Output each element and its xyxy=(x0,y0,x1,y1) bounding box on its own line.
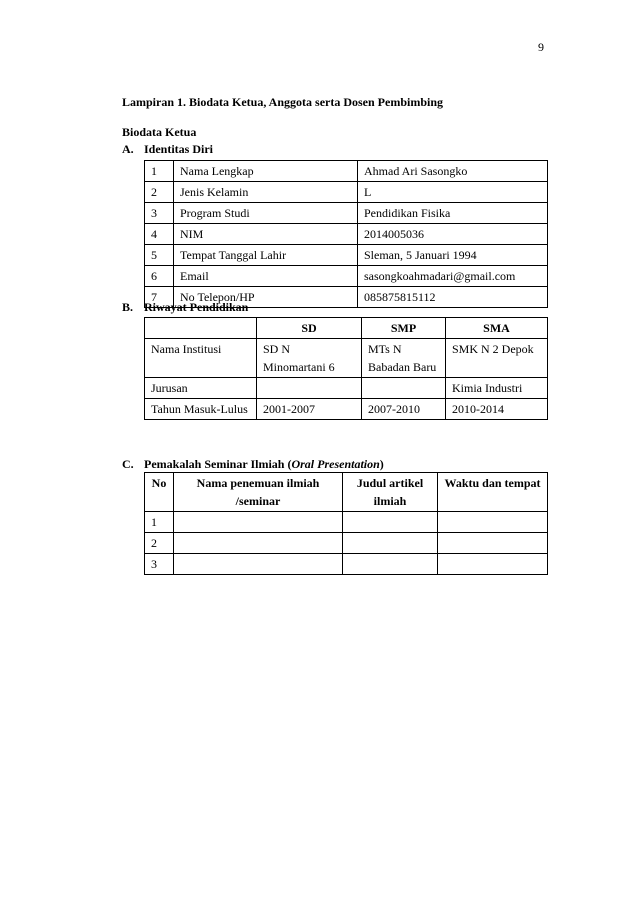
table-row xyxy=(145,399,548,420)
table-row xyxy=(145,339,548,378)
table-header-row xyxy=(145,473,548,512)
section-c-title-italic: Oral Presentation xyxy=(291,457,380,471)
row-number: 3 xyxy=(145,203,174,224)
table-cell: Jurusan xyxy=(145,378,257,399)
table-header-row xyxy=(145,318,548,339)
row-number: 5 xyxy=(145,245,174,266)
table-cell xyxy=(343,512,438,533)
section-b-letter: B. xyxy=(122,300,134,314)
table-cell: SMK N 2 Depok xyxy=(446,339,548,378)
table-cell: 2 xyxy=(145,533,174,554)
column-header: SD xyxy=(257,318,362,339)
column-header: Judul artikel ilmiah xyxy=(343,473,438,512)
table-row xyxy=(145,266,548,287)
table-cell xyxy=(362,378,446,399)
section-b-title: Riwayat Pendidikan xyxy=(144,300,249,314)
field-value: Sleman, 5 Januari 1994 xyxy=(358,245,548,266)
table-cell: 2010-2014 xyxy=(446,399,548,420)
table-cell: MTs N Babadan Baru xyxy=(362,339,446,378)
table-row xyxy=(145,378,548,399)
row-number: 1 xyxy=(145,161,174,182)
column-header: Waktu dan tempat xyxy=(438,473,548,512)
table-cell: Tahun Masuk-Lulus xyxy=(145,399,257,420)
field-label: Program Studi xyxy=(174,203,358,224)
table-row xyxy=(145,224,548,245)
field-label: Email xyxy=(174,266,358,287)
education-table xyxy=(144,317,548,420)
table-cell xyxy=(174,554,343,575)
field-value: 085875815112 xyxy=(358,287,548,308)
page-number: 9 xyxy=(538,40,544,54)
field-label: No Telepon/HP xyxy=(174,287,358,308)
section-c-title-prefix: Pemakalah Seminar Ilmiah ( xyxy=(144,457,292,471)
table-cell xyxy=(438,512,548,533)
table-cell xyxy=(257,378,362,399)
table-cell xyxy=(438,554,548,575)
section-c-letter: C. xyxy=(122,457,134,471)
field-value: L xyxy=(358,182,548,203)
row-number: 2 xyxy=(145,182,174,203)
table-cell xyxy=(174,533,343,554)
field-label: Nama Lengkap xyxy=(174,161,358,182)
row-number: 4 xyxy=(145,224,174,245)
table-row xyxy=(145,533,548,554)
table-cell: 2001-2007 xyxy=(257,399,362,420)
row-number: 7 xyxy=(145,287,174,308)
table-row xyxy=(145,554,548,575)
table-cell: 1 xyxy=(145,512,174,533)
section-c-title xyxy=(144,457,384,472)
field-label: NIM xyxy=(174,224,358,245)
section-a-title: Identitas Diri xyxy=(144,142,213,156)
subheading: Biodata Ketua xyxy=(122,125,197,139)
table-row xyxy=(145,203,548,224)
table-cell xyxy=(343,533,438,554)
table-row xyxy=(145,245,548,266)
field-value: sasongkoahmadari@gmail.com xyxy=(358,266,548,287)
identity-table xyxy=(144,160,548,308)
table-cell xyxy=(343,554,438,575)
column-header: Nama penemuan ilmiah /seminar xyxy=(174,473,343,512)
table-cell: 3 xyxy=(145,554,174,575)
field-value: Ahmad Ari Sasongko xyxy=(358,161,548,182)
column-header: No xyxy=(145,473,174,512)
table-cell: Nama Institusi xyxy=(145,339,257,378)
table-cell: SD N Minomartani 6 xyxy=(257,339,362,378)
column-header: SMP xyxy=(362,318,446,339)
field-label: Tempat Tanggal Lahir xyxy=(174,245,358,266)
column-header xyxy=(145,318,257,339)
row-number: 6 xyxy=(145,266,174,287)
table-row xyxy=(145,161,548,182)
column-header: SMA xyxy=(446,318,548,339)
field-value: 2014005036 xyxy=(358,224,548,245)
table-cell: Kimia Industri xyxy=(446,378,548,399)
table-row xyxy=(145,182,548,203)
table-cell xyxy=(438,533,548,554)
page-heading: Lampiran 1. Biodata Ketua, Anggota serta Dosen Pembimbing xyxy=(122,95,444,109)
field-label: Jenis Kelamin xyxy=(174,182,358,203)
table-cell: 2007-2010 xyxy=(362,399,446,420)
table-cell xyxy=(174,512,343,533)
seminar-table xyxy=(144,472,548,575)
section-c-title-suffix: ) xyxy=(379,457,384,471)
section-a-letter: A. xyxy=(122,142,134,156)
table-row xyxy=(145,512,548,533)
field-value: Pendidikan Fisika xyxy=(358,203,548,224)
